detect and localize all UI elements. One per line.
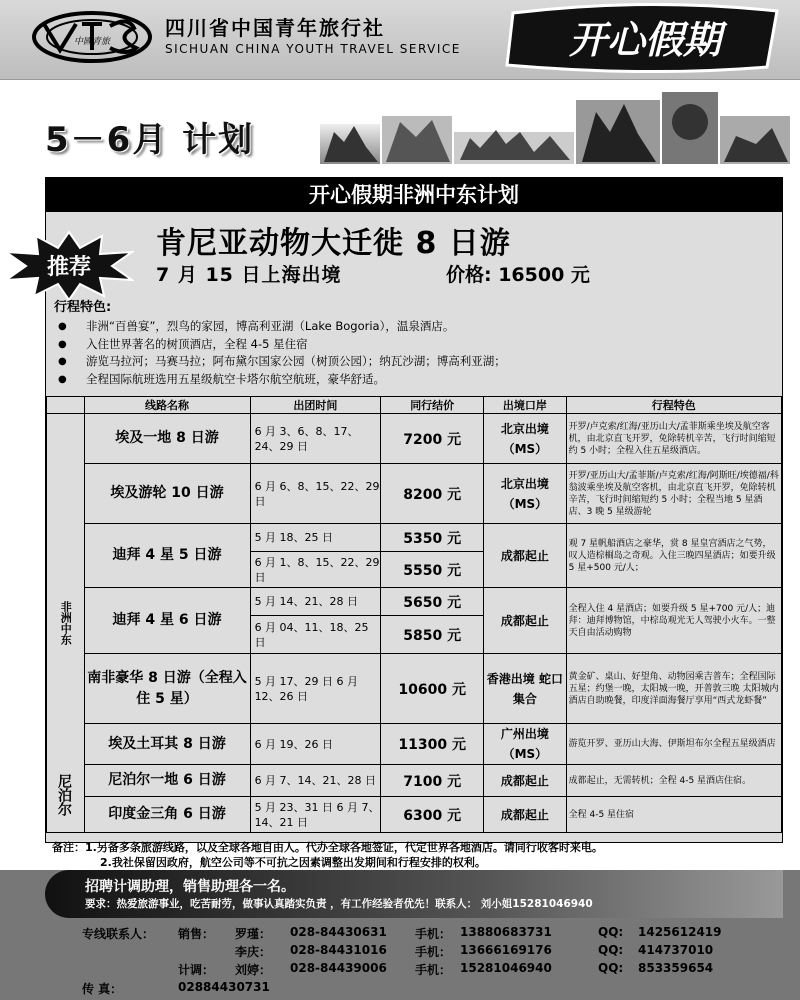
route-price: 5350 元 [381, 524, 484, 552]
table-row [47, 654, 782, 724]
departure-dates: 5 月 17、29 日 6 月 12、26 日 [250, 654, 381, 724]
contact-mobile: 15281046940 [460, 961, 552, 975]
region-africa: 非洲中东 [47, 414, 85, 833]
table-row [47, 464, 782, 524]
header-banner [0, 0, 800, 80]
contact-tel: 028-84439006 [290, 961, 387, 975]
notes [52, 840, 792, 870]
col-header: 同行结价 [381, 397, 484, 414]
table-row [47, 765, 782, 797]
route-feature: 全程入住 4 星酒店；如要升级 5 星+700 元/人；迪拜：迪拜博物馆，中棕岛观光无人驾驶小火车。一整天自由活动购物 [566, 588, 781, 654]
gateway: 成都起止 [484, 588, 567, 654]
note-line-1: 备注：1.另备多条旅游线路，以及全球各地自由人。代办全球各地签证，代定世界各地酒店。请同行收客时来电。 [52, 841, 603, 854]
route-price: 10600 元 [381, 654, 484, 724]
route-name: 埃及游轮 10 日游 [84, 464, 250, 524]
featured-route-title: 肯尼亚动物大迁徙 8 日游 [156, 226, 511, 261]
departure-dates: 6 月 7、14、21、28 日 [250, 765, 381, 797]
route-price: 5550 元 [381, 552, 484, 588]
route-feature: 观 7 星帆船酒店之豪华，赏 8 星皇宫酒店之气势，叹人造棕榈岛之奇观。入住三晚四星酒店；如要升级 5 星+500 元/人； [566, 524, 781, 588]
route-name: 印度金三角 6 日游 [84, 797, 250, 833]
gateway: 成都起止 [484, 797, 567, 833]
contact-tel: 028-84431016 [290, 943, 387, 957]
contact-row [0, 943, 800, 961]
cyts-logo [30, 10, 154, 64]
logo-text: 中國青旅 [73, 37, 111, 47]
table-row [47, 524, 782, 552]
gateway: 广州出境（MS） [484, 724, 567, 765]
features-title: 行程特色: [54, 300, 112, 315]
route-feature: 开罗/卢克索/红海/亚历山大/孟菲斯乘坐埃及航空客机，由北京直飞开罗，免除转机辛苦，飞行时间缩短约 5 小时；全程入住五星级酒店。 [566, 414, 781, 464]
africa-middle-east-panel [45, 177, 783, 843]
recruit-title: 招聘计调助理，销售助理各一名。 [85, 879, 295, 895]
mobile-label: 手机： [415, 963, 452, 977]
table-row [47, 588, 782, 616]
route-price: 6300 元 [381, 797, 484, 833]
col-header: 线路名称 [84, 397, 250, 414]
company-name-cn: 四川省中国青年旅行社 [165, 16, 385, 40]
table-row [47, 724, 782, 765]
note-line-2: 2.我社保留因政府，航空公司等不可抗之因素调整出发期间和行程安排的权利。 [100, 856, 486, 869]
route-price: 8200 元 [381, 464, 484, 524]
qq-label: QQ: [598, 943, 624, 957]
gateway: 北京出境（MS） [484, 464, 567, 524]
gateway: 成都起止 [484, 524, 567, 588]
contact-row [0, 980, 800, 998]
featured-departure: 7 月 15 日上海出境 [156, 264, 342, 286]
region-nepal: 尼泊尔 [48, 774, 80, 816]
route-feature: 成都起止，无需转机；全程 4-5 星酒店住宿。 [566, 765, 781, 797]
ops-label: 计调： [178, 963, 215, 977]
plan-title: 5－6月 计划 [45, 120, 255, 160]
contact-name: 罗瑾： [235, 927, 272, 941]
route-feature: 全程 4-5 星住宿 [566, 797, 781, 833]
contact-row [0, 961, 800, 979]
gateway: 北京出境（MS） [484, 414, 567, 464]
brand-text: 开心假期 [568, 18, 722, 62]
col-header: 出团时间 [250, 397, 381, 414]
contact-label: 专线联系人： [82, 927, 155, 941]
route-feature: 开罗/亚历山大/孟菲斯/卢克索/红海/阿斯旺/埃德福/科翁波乘坐埃及航空客机，由北京直飞开罗，免除转机辛苦，飞行时间缩短约 5 小时；全程当地 5 星酒店、3 晚 5 星级游轮 [566, 464, 781, 524]
departure-dates: 6 月 1、8、15、22、29 日 [250, 552, 381, 588]
list-item: ● 全程国际航班选用五星级航空卡塔尔航空航班，豪华舒适。 [56, 371, 776, 389]
destination-photos [320, 92, 790, 164]
route-name: 尼泊尔一地 6 日游 [84, 765, 250, 797]
contact-row [0, 925, 800, 943]
recommend-badge [4, 230, 134, 300]
route-name: 迪拜 4 星 5 日游 [84, 524, 250, 588]
contact-qq: 853359654 [638, 961, 714, 975]
contact-qq: 414737010 [638, 943, 714, 957]
contact-name: 李庆： [235, 945, 272, 959]
recruit-bar [45, 870, 783, 918]
mobile-label: 手机： [415, 927, 452, 941]
qq-label: QQ: [598, 925, 624, 939]
route-name: 南非豪华 8 日游（全程入住 5 星） [84, 654, 250, 724]
featured-price: 价格: 16500 元 [446, 264, 590, 286]
company-name-en: SICHUAN CHINA YOUTH TRAVEL SERVICE [165, 42, 461, 56]
route-name: 埃及土耳其 8 日游 [84, 724, 250, 765]
route-price: 11300 元 [381, 724, 484, 765]
table-row [47, 414, 782, 464]
route-price: 7200 元 [381, 414, 484, 464]
col-header: 出境口岸 [484, 397, 567, 414]
list-item: ● 游览马拉河；马赛马拉；阿布黛尔国家公园（树顶公园）；纳瓦沙湖；博高利亚湖； [56, 353, 776, 371]
departure-dates: 6 月 19、26 日 [250, 724, 381, 765]
features-list [56, 318, 776, 388]
departure-dates: 5 月 23、31 日 6 月 7、14、21 日 [250, 797, 381, 833]
route-name: 迪拜 4 星 6 日游 [84, 588, 250, 654]
departure-dates: 6 月 3、6、8、17、24、29 日 [250, 414, 381, 464]
brand-badge [505, 3, 785, 73]
recruit-requirement: 要求：热爱旅游事业，吃苦耐劳，做事认真踏实负责 ，有工作经验者优先！联系人： 刘小姐15281046940 [85, 898, 593, 910]
route-feature: 游览开罗、亚历山大海、伊斯坦布尔全程五星级酒店 [566, 724, 781, 765]
list-item: ● 非洲“百兽宴”，烈鸟的家园，博高利亚湖（Lake Bogoria），温泉酒店。 [56, 318, 776, 336]
departure-dates: 5 月 14、21、28 日 [250, 588, 381, 616]
fax-label: 传 真： [82, 982, 123, 996]
route-price: 7100 元 [381, 765, 484, 797]
sales-label: 销售： [178, 927, 215, 941]
contact-mobile: 13880683731 [460, 925, 552, 939]
fax-number: 02884430731 [178, 980, 270, 994]
contact-tel: 028-84430631 [290, 925, 387, 939]
contact-qq: 1425612419 [638, 925, 722, 939]
qq-label: QQ: [598, 961, 624, 975]
departure-dates: 6 月 04、11、18、25 日 [250, 616, 381, 654]
contact-name: 刘婷： [235, 963, 272, 977]
mobile-label: 手机： [415, 945, 452, 959]
departure-dates: 5 月 18、25 日 [250, 524, 381, 552]
table-row [47, 797, 782, 833]
badge-text: 推荐 [46, 255, 92, 280]
departure-dates: 6 月 6、8、15、22、29 日 [250, 464, 381, 524]
route-feature: 黄金矿、桌山、好望角、动物园乘吉普车；全程国际五星；约堡一晚，太阳城一晚，开普敦三晚 太阳城内酒店自助晚餐，印度洋面海餐厅享用“西式龙虾餐” [566, 654, 781, 724]
col-header: 行程特色 [566, 397, 781, 414]
gateway: 成都起止 [484, 765, 567, 797]
route-price: 5650 元 [381, 588, 484, 616]
table-header-row [47, 397, 782, 414]
gateway: 香港出境 蛇口集合 [484, 654, 567, 724]
route-table [46, 396, 782, 833]
contact-mobile: 13666169176 [460, 943, 552, 957]
panel-heading: 开心假期非洲中东计划 [46, 178, 782, 212]
route-name: 埃及一地 8 日游 [84, 414, 250, 464]
list-item: ● 入住世界著名的树顶酒店，全程 4-5 星住宿 [56, 336, 776, 354]
route-price: 5850 元 [381, 616, 484, 654]
